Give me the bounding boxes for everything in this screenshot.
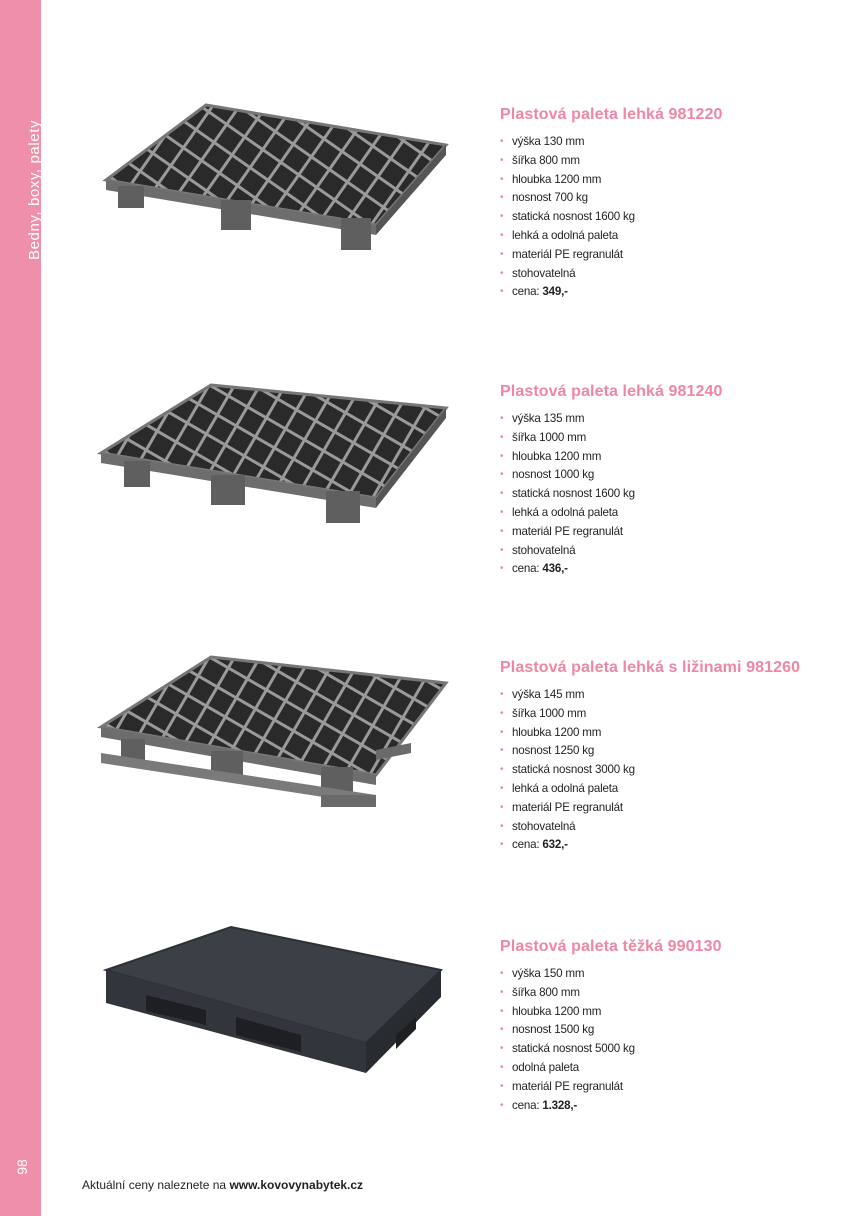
spec-item: • materiál PE regranulát xyxy=(500,1078,830,1097)
price-item xyxy=(500,1097,830,1116)
spec-item: • výška 145 mm xyxy=(500,686,830,705)
pallet-image xyxy=(96,655,456,820)
spec-item: • stohovatelná xyxy=(500,265,830,284)
website-link[interactable]: www.kovovynabytek.cz xyxy=(229,1178,364,1192)
spec-item: • statická nosnost 1600 kg xyxy=(500,208,830,227)
spec-item: • nosnost 1250 kg xyxy=(500,742,830,761)
price-value: 632,- xyxy=(542,838,568,852)
spec-item: • šířka 800 mm xyxy=(500,152,830,171)
footer-text: Aktuální ceny naleznete na xyxy=(82,1178,230,1192)
spec-item: • materiál PE regranulát xyxy=(500,246,830,265)
pallet-image xyxy=(96,925,456,1090)
price-label: cena: xyxy=(512,838,543,852)
page-number: 98 xyxy=(14,1159,30,1175)
spec-item: • odolná paleta xyxy=(500,1059,830,1078)
spec-item: • hloubka 1200 mm xyxy=(500,171,830,190)
price-value: 436,- xyxy=(542,562,568,576)
spec-item: • statická nosnost 5000 kg xyxy=(500,1040,830,1059)
spec-item: • výška 150 mm xyxy=(500,965,830,984)
spec-list xyxy=(500,686,830,855)
price-value: 1.328,- xyxy=(542,1098,578,1112)
product-title: Plastová paleta lehká 981240 xyxy=(500,383,723,400)
spec-item: • stohovatelná xyxy=(500,818,830,837)
spec-item: • stohovatelná xyxy=(500,542,830,561)
spec-item: • lehká a odolná paleta xyxy=(500,504,830,523)
spec-list xyxy=(500,410,830,579)
spec-list xyxy=(500,133,830,302)
spec-item: • výška 130 mm xyxy=(500,133,830,152)
price-value: 349,- xyxy=(542,285,568,299)
price-item xyxy=(500,836,830,855)
spec-item: • materiál PE regranulát xyxy=(500,799,830,818)
price-item xyxy=(500,560,830,579)
spec-item: • nosnost 1000 kg xyxy=(500,466,830,485)
product-981240 xyxy=(0,383,860,623)
spec-item: • lehká a odolná paleta xyxy=(500,780,830,799)
spec-item: • nosnost 700 kg xyxy=(500,189,830,208)
spec-item: • hloubka 1200 mm xyxy=(500,1003,830,1022)
pallet-image xyxy=(96,383,456,548)
spec-list xyxy=(500,965,830,1115)
price-item xyxy=(500,283,830,302)
price-label: cena: xyxy=(512,1098,543,1112)
spec-item: • statická nosnost 3000 kg xyxy=(500,761,830,780)
spec-item: • nosnost 1500 kg xyxy=(500,1021,830,1040)
spec-item: • šířka 1000 mm xyxy=(500,429,830,448)
spec-item: • šířka 800 mm xyxy=(500,984,830,1003)
spec-item: • hloubka 1200 mm xyxy=(500,724,830,743)
product-title: Plastová paleta lehká 981220 xyxy=(500,106,723,123)
spec-item: • hloubka 1200 mm xyxy=(500,448,830,467)
spec-item: • materiál PE regranulát xyxy=(500,523,830,542)
footer-note xyxy=(82,1178,363,1192)
product-981220 xyxy=(0,100,860,340)
spec-item: • lehká a odolná paleta xyxy=(500,227,830,246)
spec-item: • výška 135 mm xyxy=(500,410,830,429)
price-label: cena: xyxy=(512,562,543,576)
spec-item: • šířka 1000 mm xyxy=(500,705,830,724)
product-title: Plastová paleta lehká s ližinami 981260 xyxy=(500,659,801,676)
product-990130 xyxy=(0,925,860,1165)
product-981260 xyxy=(0,655,860,895)
product-title: Plastová paleta těžká 990130 xyxy=(500,938,722,955)
spec-item: • statická nosnost 1600 kg xyxy=(500,485,830,504)
pallet-image xyxy=(96,100,456,265)
section-title: Bedny, boxy, palety xyxy=(26,119,43,260)
price-label: cena: xyxy=(512,285,543,299)
